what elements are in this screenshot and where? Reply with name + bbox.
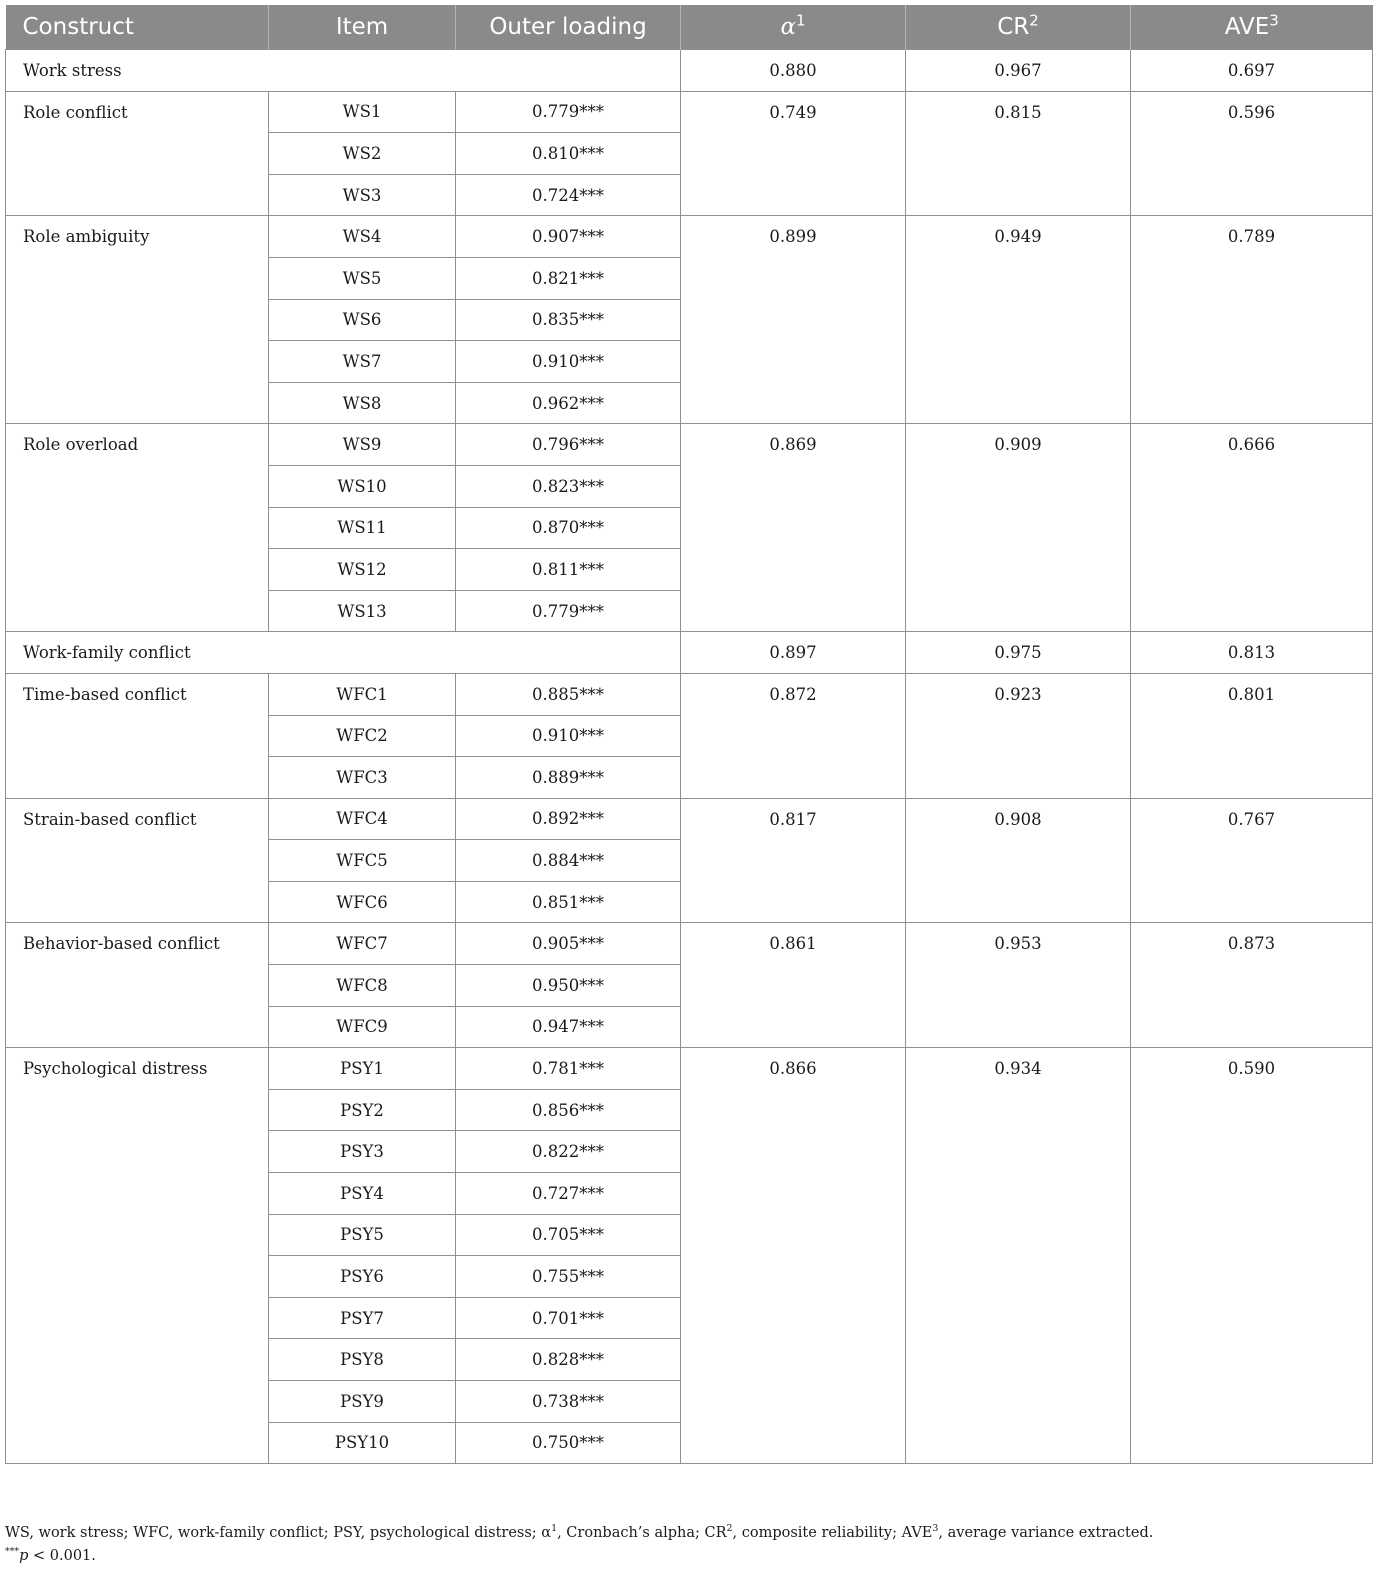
loading-cell: 0.835*** (456, 299, 681, 341)
loading-cell: 0.907*** (456, 216, 681, 258)
footnote-text-a: WS, work stress; WFC, work-family conflict; PSY, psychological distress; α (5, 1525, 552, 1541)
loading-cell: 0.910*** (456, 715, 681, 757)
item-cell: WFC5 (269, 840, 456, 882)
construct-cell: Behavior-based conflict (6, 923, 269, 1048)
construct-cell: Psychological distress (6, 1048, 269, 1464)
table-row (6, 673, 1373, 715)
loading-cell: 0.870*** (456, 507, 681, 549)
item-cell: WS8 (269, 382, 456, 424)
ave-cell: 0.666 (1131, 424, 1373, 632)
item-cell: WFC7 (269, 923, 456, 965)
item-cell: PSY8 (269, 1339, 456, 1381)
cr-cell: 0.815 (906, 91, 1131, 216)
item-cell: PSY5 (269, 1214, 456, 1256)
loading-cell: 0.823*** (456, 465, 681, 507)
table-row (6, 50, 1373, 92)
cr-cell: 0.975 (906, 632, 1131, 674)
footnote-abbreviations (5, 1522, 1365, 1545)
construct-cell: Role overload (6, 424, 269, 632)
loading-cell: 0.779*** (456, 91, 681, 133)
item-cell: PSY3 (269, 1131, 456, 1173)
table-row (6, 798, 1373, 840)
table-container (5, 5, 1372, 1464)
loading-cell: 0.962*** (456, 382, 681, 424)
construct-cell: Role conflict (6, 91, 269, 216)
header-ave (1131, 5, 1373, 50)
item-cell: PSY4 (269, 1173, 456, 1215)
ave-cell: 0.789 (1131, 216, 1373, 424)
cr-cell: 0.953 (906, 923, 1131, 1048)
item-cell: WFC2 (269, 715, 456, 757)
loading-cell: 0.727*** (456, 1173, 681, 1215)
header-ave-sup: 3 (1269, 11, 1279, 30)
table-footnote (5, 1522, 1365, 1568)
loading-cell: 0.738*** (456, 1381, 681, 1423)
ave-cell: 0.873 (1131, 923, 1373, 1048)
item-cell: WS2 (269, 133, 456, 175)
item-cell: WS11 (269, 507, 456, 549)
construct-cell: Strain-based conflict (6, 798, 269, 923)
table-header (6, 5, 1373, 50)
loading-cell: 0.885*** (456, 673, 681, 715)
alpha-cell: 0.880 (681, 50, 906, 92)
header-alpha-symbol: α (780, 14, 797, 40)
loading-cell: 0.755*** (456, 1256, 681, 1298)
table-row (6, 923, 1373, 965)
construct-cell: Work-family conflict (6, 632, 681, 674)
footnote-sup-2: 2 (726, 1523, 733, 1535)
item-cell: WFC3 (269, 757, 456, 799)
cr-cell: 0.909 (906, 424, 1131, 632)
item-cell: WS12 (269, 549, 456, 591)
footnote-stars: *** (5, 1546, 20, 1558)
loading-cell: 0.856*** (456, 1089, 681, 1131)
item-cell: PSY10 (269, 1422, 456, 1464)
table-row (6, 632, 1373, 674)
loading-cell: 0.905*** (456, 923, 681, 965)
loading-cell: 0.701*** (456, 1297, 681, 1339)
item-cell: WFC4 (269, 798, 456, 840)
loading-cell: 0.910*** (456, 341, 681, 383)
table-row (6, 91, 1373, 133)
item-cell: WS5 (269, 257, 456, 299)
header-alpha (681, 5, 906, 50)
footnote-sup-3: 3 (932, 1523, 939, 1535)
header-outer-loading: Outer loading (456, 5, 681, 50)
cr-cell: 0.908 (906, 798, 1131, 923)
footnote-sup-1: 1 (551, 1523, 558, 1535)
loading-cell: 0.851*** (456, 881, 681, 923)
cr-cell: 0.923 (906, 673, 1131, 798)
alpha-cell: 0.869 (681, 424, 906, 632)
loading-cell: 0.822*** (456, 1131, 681, 1173)
item-cell: WS4 (269, 216, 456, 258)
footnote-threshold: < 0.001. (28, 1548, 96, 1564)
item-cell: WS13 (269, 590, 456, 632)
loading-cell: 0.750*** (456, 1422, 681, 1464)
footnote-text-c: , composite reliability; AVE (732, 1525, 933, 1541)
table-row (6, 424, 1373, 466)
loading-cell: 0.889*** (456, 757, 681, 799)
loading-cell: 0.796*** (456, 424, 681, 466)
table-body (6, 50, 1373, 1464)
loading-cell: 0.811*** (456, 549, 681, 591)
loading-cell: 0.781*** (456, 1048, 681, 1090)
item-cell: PSY9 (269, 1381, 456, 1423)
loading-cell: 0.779*** (456, 590, 681, 632)
cr-cell: 0.934 (906, 1048, 1131, 1464)
header-cr-sup: 2 (1029, 11, 1039, 30)
header-alpha-sup: 1 (796, 11, 806, 30)
item-cell: WS9 (269, 424, 456, 466)
table-row (6, 216, 1373, 258)
header-item: Item (269, 5, 456, 50)
item-cell: WS1 (269, 91, 456, 133)
footnote-significance (5, 1545, 1365, 1568)
header-cr-label: CR (997, 14, 1030, 40)
measurement-model-table (5, 5, 1373, 1464)
footnote-text-b: , Cronbach’s alpha; CR (557, 1525, 727, 1541)
loading-cell: 0.821*** (456, 257, 681, 299)
item-cell: WFC9 (269, 1006, 456, 1048)
construct-cell: Role ambiguity (6, 216, 269, 424)
ave-cell: 0.801 (1131, 673, 1373, 798)
ave-cell: 0.767 (1131, 798, 1373, 923)
ave-cell: 0.596 (1131, 91, 1373, 216)
construct-cell: Time-based conflict (6, 673, 269, 798)
header-cr (906, 5, 1131, 50)
loading-cell: 0.828*** (456, 1339, 681, 1381)
item-cell: WS7 (269, 341, 456, 383)
footnote-text-d: , average variance extracted. (938, 1525, 1154, 1541)
item-cell: PSY6 (269, 1256, 456, 1298)
ave-cell: 0.590 (1131, 1048, 1373, 1464)
ave-cell: 0.697 (1131, 50, 1373, 92)
item-cell: WS3 (269, 174, 456, 216)
alpha-cell: 0.866 (681, 1048, 906, 1464)
alpha-cell: 0.899 (681, 216, 906, 424)
alpha-cell: 0.897 (681, 632, 906, 674)
loading-cell: 0.884*** (456, 840, 681, 882)
alpha-cell: 0.817 (681, 798, 906, 923)
table-row (6, 1048, 1373, 1090)
item-cell: WS6 (269, 299, 456, 341)
item-cell: WFC6 (269, 881, 456, 923)
footnote-p: p (19, 1548, 29, 1564)
loading-cell: 0.947*** (456, 1006, 681, 1048)
cr-cell: 0.967 (906, 50, 1131, 92)
loading-cell: 0.724*** (456, 174, 681, 216)
construct-cell: Work stress (6, 50, 681, 92)
cr-cell: 0.949 (906, 216, 1131, 424)
item-cell: WFC8 (269, 965, 456, 1007)
loading-cell: 0.810*** (456, 133, 681, 175)
item-cell: PSY2 (269, 1089, 456, 1131)
header-construct: Construct (6, 5, 269, 50)
item-cell: WFC1 (269, 673, 456, 715)
item-cell: PSY1 (269, 1048, 456, 1090)
header-ave-label: AVE (1224, 14, 1270, 40)
item-cell: WS10 (269, 465, 456, 507)
alpha-cell: 0.749 (681, 91, 906, 216)
loading-cell: 0.705*** (456, 1214, 681, 1256)
alpha-cell: 0.861 (681, 923, 906, 1048)
loading-cell: 0.892*** (456, 798, 681, 840)
ave-cell: 0.813 (1131, 632, 1373, 674)
item-cell: PSY7 (269, 1297, 456, 1339)
loading-cell: 0.950*** (456, 965, 681, 1007)
alpha-cell: 0.872 (681, 673, 906, 798)
